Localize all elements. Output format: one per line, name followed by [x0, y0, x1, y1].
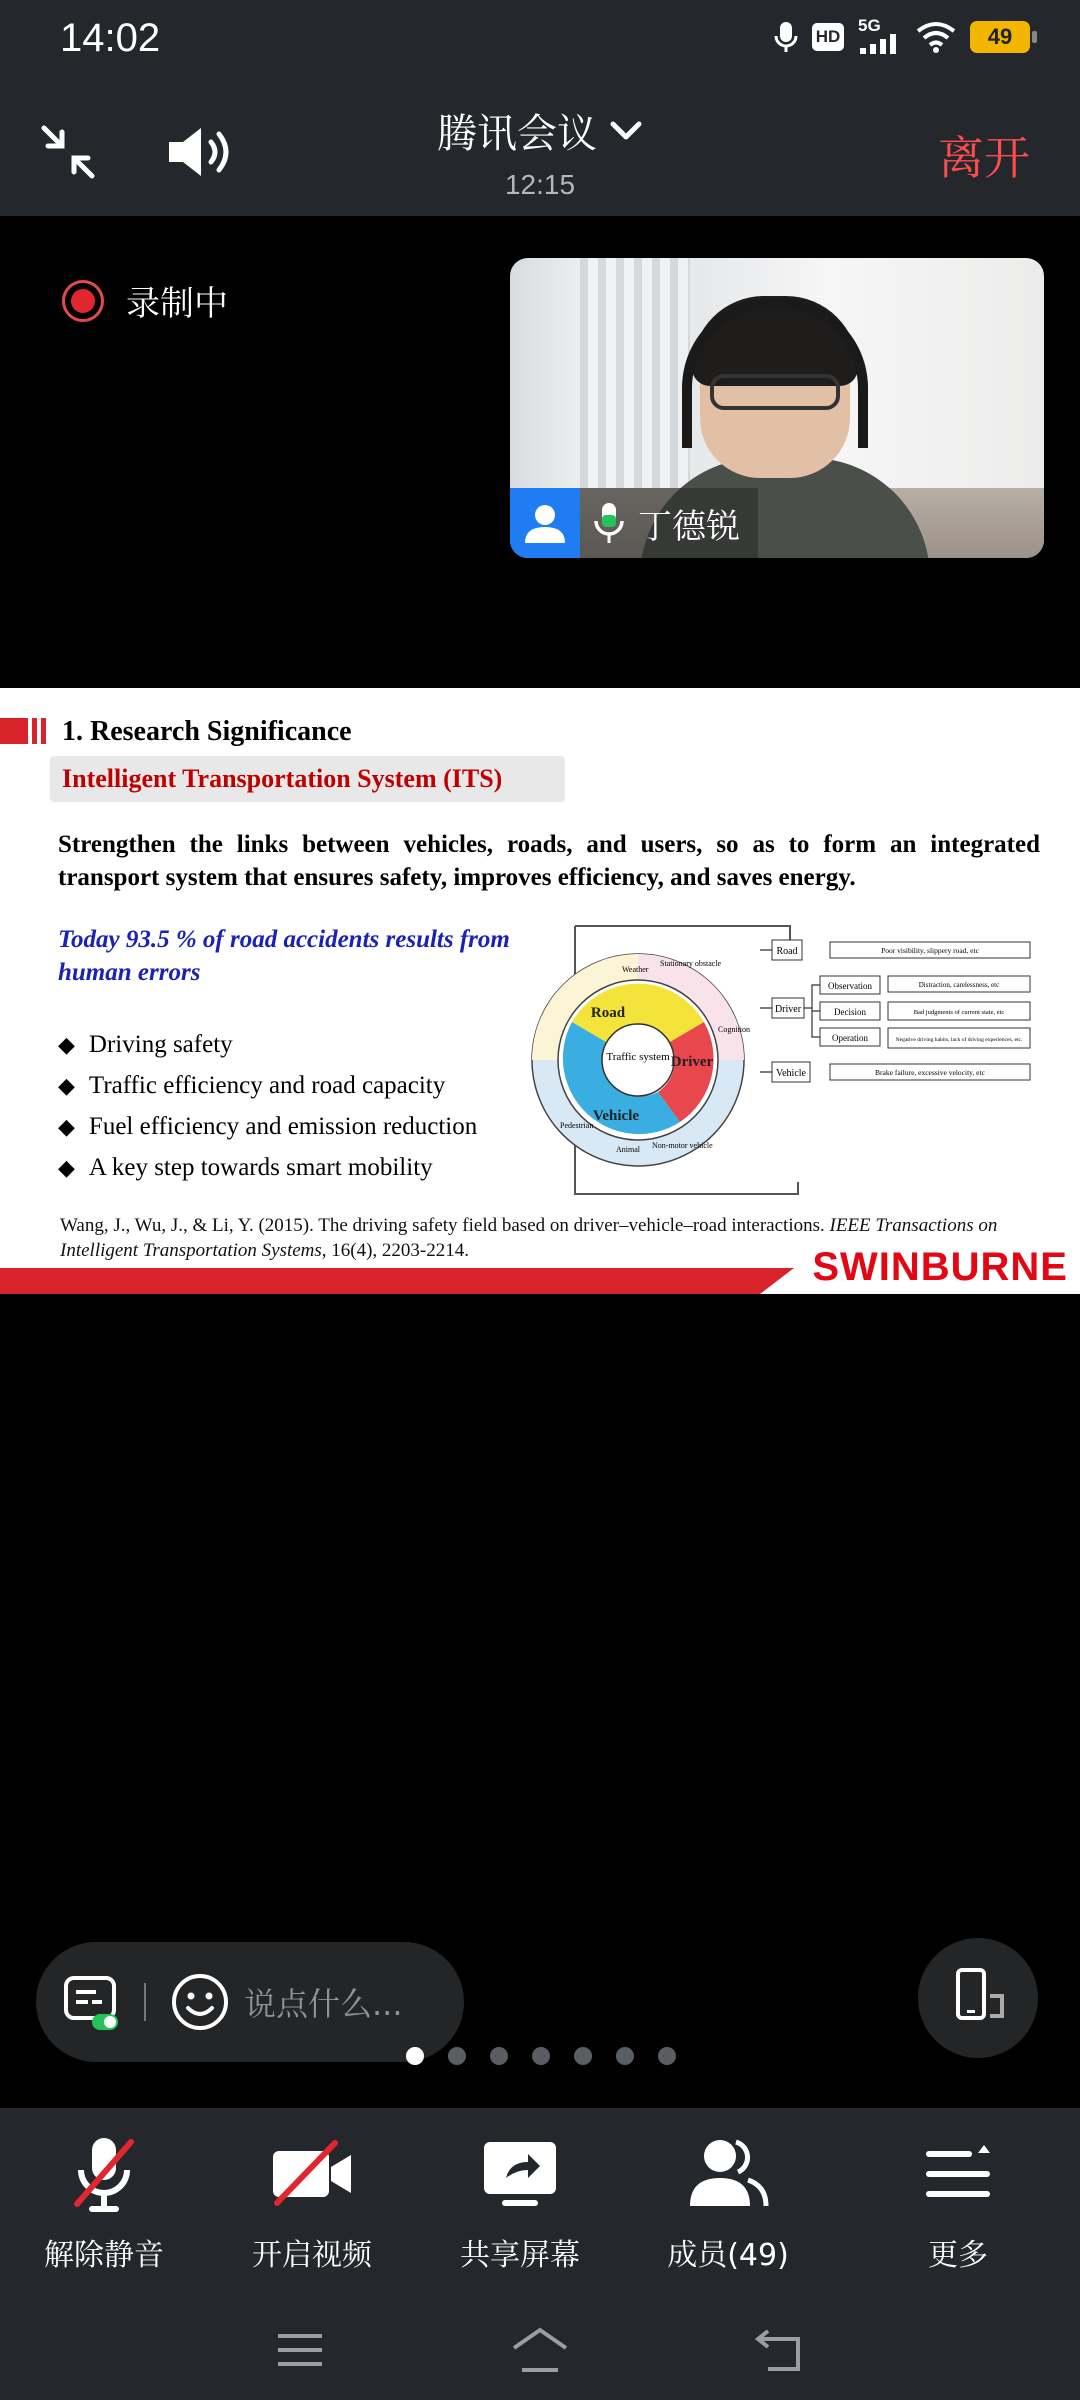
unmute-button[interactable]: 解除静音	[4, 2132, 204, 2274]
page-dot[interactable]	[448, 2047, 466, 2065]
flow-node-observation: Observation	[828, 981, 872, 991]
meeting-duration: 12:15	[504, 169, 576, 200]
wifi-icon	[916, 21, 956, 53]
diagram-outer-label: Stationary obstacle	[660, 959, 722, 968]
slide-bullets	[58, 1024, 477, 1188]
slide-title: 1. Research Significance	[62, 716, 352, 747]
meeting-title-area[interactable]	[0, 102, 1080, 201]
recording-label: 录制中	[126, 284, 228, 324]
diagram-ring-vehicle: Vehicle	[592, 1108, 640, 1124]
meeting-title-text: 腾讯会议	[437, 112, 597, 156]
flow-node-driver: Driver	[774, 1004, 802, 1015]
traffic-system-diagram	[520, 920, 1036, 1200]
flow-note: Bad judgments of current state, etc	[913, 1009, 1005, 1016]
system-nav-bar	[0, 2298, 1080, 2400]
meeting-toolbar	[0, 2108, 1080, 2298]
back-icon	[754, 2327, 806, 2373]
recording-indicator[interactable]	[62, 276, 228, 325]
page-dot[interactable]	[406, 2047, 424, 2065]
user-icon	[523, 501, 567, 545]
swinburne-logo: SWINBURNE	[812, 1245, 1068, 1289]
start-video-button[interactable]: 开启视频	[212, 2132, 412, 2274]
diagram-outer-label: Weather	[622, 965, 649, 974]
diagram-outer-label: Non-motor vehicle	[652, 1141, 713, 1150]
diagram-outer-label: Pedestrian	[560, 1121, 594, 1130]
slide-subtitle: Intelligent Transportation System (ITS)	[62, 764, 503, 793]
leave-button[interactable]: 离开	[938, 131, 1030, 185]
slide-statement: Strengthen the links between vehicles, roads, and users, so as to form an integrated transport system that ensures safety, improves efficiency, and saves energy.	[58, 831, 1040, 891]
bullet-item: ◆ A key step towards smart mobility	[58, 1154, 433, 1181]
meeting-title[interactable]	[437, 102, 643, 159]
more-menu-icon	[922, 2141, 994, 2207]
subtitle-toggle-button[interactable]	[62, 1972, 122, 2032]
page-dot[interactable]	[658, 2047, 676, 2065]
bullet-item: ◆ Traffic efficiency and road capacity	[58, 1072, 446, 1099]
home-button[interactable]	[500, 2322, 580, 2378]
rotate-phone-icon	[946, 1966, 1010, 2030]
flow-node-operation: Operation	[832, 1033, 868, 1043]
page-indicator	[406, 2047, 676, 2065]
slide-highlight: Today 93.5 % of road accidents results from human errors	[58, 926, 510, 986]
recent-apps-button[interactable]	[260, 2322, 340, 2378]
chat-input[interactable]: 说点什么...	[244, 1985, 403, 2023]
share-screen-button[interactable]: 共享屏幕	[420, 2132, 620, 2274]
hd-icon: HD	[812, 23, 844, 51]
participant-name: 丁德锐	[638, 506, 740, 547]
rotate-screen-button[interactable]	[918, 1938, 1038, 2058]
status-bar	[0, 0, 1080, 84]
menu-icon	[276, 2330, 324, 2370]
signal-icon: 5G	[858, 20, 902, 54]
diagram-outer-label: Cognition	[718, 1025, 751, 1034]
status-time: 14:02	[60, 16, 161, 60]
slide-citation: Wang, J., Wu, J., & Li, Y. (2015). The driving safety field based on driver–vehicle–road interactions. IEEE Transactions on Intelligent Transportation Systems, 16(4), 2203-2214.	[60, 1215, 998, 1261]
emoji-icon[interactable]	[170, 1972, 230, 2032]
members-icon	[686, 2136, 770, 2212]
page-dot[interactable]	[616, 2047, 634, 2065]
captions-icon	[62, 1972, 122, 2032]
flow-node-vehicle: Vehicle	[776, 1068, 806, 1079]
flow-note: Negative driving habits, lack of driving experiences, etc.	[895, 1037, 1023, 1043]
flow-node-road: Road	[776, 946, 798, 957]
flow-note: Distraction, carelessness, etc	[918, 981, 1000, 989]
bullet-item: ◆ Driving safety	[58, 1031, 233, 1058]
page-dot[interactable]	[532, 2047, 550, 2065]
flow-note: Brake failure, excessive velocity, etc	[875, 1068, 985, 1077]
meeting-header	[0, 84, 1080, 216]
microphone-status-icon	[774, 20, 798, 54]
chevron-down-icon	[609, 120, 643, 142]
record-icon	[62, 280, 104, 322]
page-dot[interactable]	[574, 2047, 592, 2065]
members-button[interactable]: 成员(49)	[628, 2132, 828, 2274]
battery-icon: 49	[970, 21, 1030, 53]
diagram-ring-road: Road	[590, 1005, 626, 1021]
home-icon	[510, 2326, 570, 2374]
diagram-center-label: Traffic system	[606, 1051, 670, 1063]
camera-off-icon	[269, 2139, 355, 2209]
diagram-outer-label: Animal	[616, 1145, 640, 1154]
share-screen-icon	[480, 2138, 560, 2210]
page-dot[interactable]	[490, 2047, 508, 2065]
avatar	[510, 488, 580, 558]
diagram-ring-driver: Driver	[670, 1054, 714, 1070]
participant-video-tile[interactable]	[510, 258, 1044, 558]
microphone-muted-icon	[69, 2132, 139, 2216]
back-button[interactable]	[740, 2322, 820, 2378]
flow-note: Poor visibility, slippery road, etc	[881, 946, 979, 955]
bullet-item: ◆ Fuel efficiency and emission reduction	[58, 1113, 478, 1140]
mic-active-icon	[592, 501, 626, 545]
more-button[interactable]: 更多	[858, 2132, 1058, 2274]
shared-slide[interactable]	[0, 688, 1080, 1294]
slide-title-marker	[0, 718, 46, 744]
participant-name-bar	[510, 488, 758, 558]
flow-node-decision: Decision	[834, 1007, 866, 1017]
chat-bar[interactable]	[36, 1942, 464, 2062]
status-icons	[774, 16, 1030, 54]
